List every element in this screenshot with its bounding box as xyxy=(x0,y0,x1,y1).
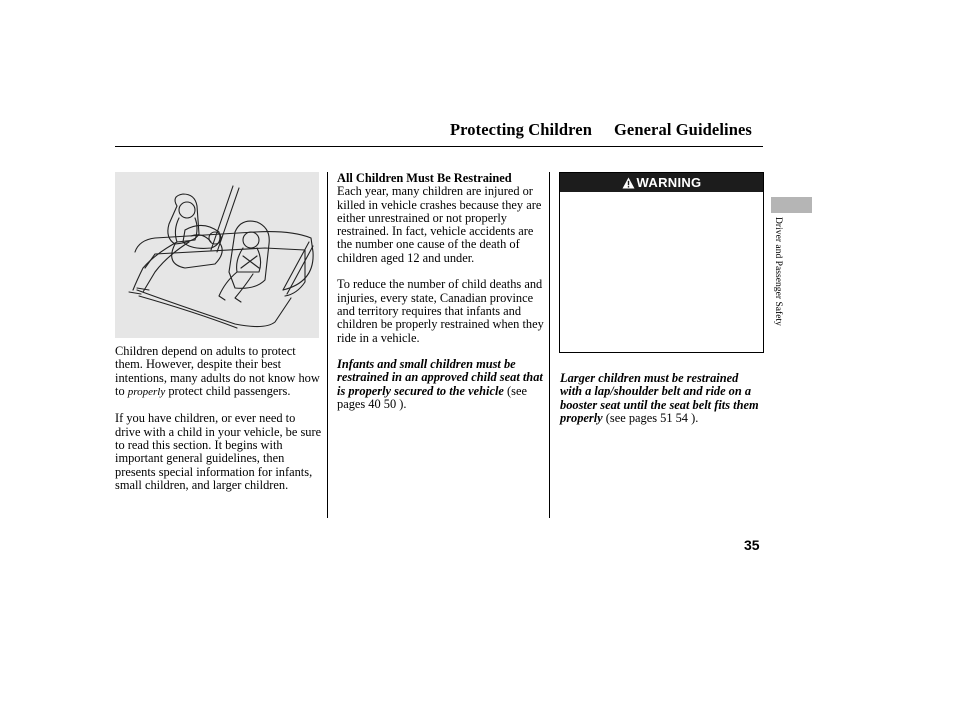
column-3-text xyxy=(560,372,763,438)
intro-emphasis: properly xyxy=(127,385,166,398)
law-paragraph: To reduce the number of child deaths and injuries, every state, Canadian province and territory requires that infants and children be properly restrained when they ride in a vehicle. xyxy=(337,277,544,345)
intro-text-start: Children depend on adults to protect them. However, despite their best intentions, many adults do not know how to xyxy=(115,344,320,398)
column-divider-1 xyxy=(327,172,328,518)
infant-restraint-emphasis: Infants and small children must be restrained in an approved child seat that is properly secured to the vehicle xyxy=(337,357,543,398)
infant-restraint-paragraph xyxy=(337,358,545,411)
section-subtitle: General Guidelines xyxy=(614,120,752,139)
section-overview-paragraph: If you have children, or ever need to drive with a child in your vehicle, be sure to read this section. It begins with important general guidelines, then presents special information for infants, small children, and larger children. xyxy=(115,411,322,492)
child-seats-illustration xyxy=(115,172,319,338)
statistics-paragraph: Each year, many children are injured or killed in vehicle crashes because they are either unrestrained or not properly restrained. In fact, vehicle accidents are the number one cause of the death of children aged 12 and under. xyxy=(337,184,542,265)
infant-page-reference[interactable]: (see pages 40 50 ). xyxy=(337,383,527,412)
intro-paragraph xyxy=(115,345,323,399)
restraint-heading: All Children Must Be Restrained xyxy=(337,171,512,185)
warning-label: WARNING xyxy=(636,175,702,190)
child-seats-drawing xyxy=(115,172,319,338)
page-number: 35 xyxy=(744,537,760,553)
larger-children-emphasis: Larger children must be restrained with a lap/shoulder belt and ride on a booster seat until the seat belt fits them properly xyxy=(560,371,759,425)
larger-children-page-reference[interactable]: (see pages 51 54 ). xyxy=(602,410,699,425)
warning-triangle-icon xyxy=(622,177,635,189)
side-tab-label: Driver and Passenger Safety xyxy=(773,217,784,326)
column-2-text xyxy=(337,172,545,425)
page-header xyxy=(450,120,752,140)
header-rule xyxy=(115,146,763,147)
column-divider-2 xyxy=(549,172,550,518)
section-side-tab[interactable] xyxy=(771,197,812,213)
intro-text-end: protect child passengers. xyxy=(165,383,291,398)
section-title: Protecting Children xyxy=(450,120,592,139)
larger-children-paragraph xyxy=(560,372,763,425)
warning-banner xyxy=(560,173,763,192)
warning-box xyxy=(559,172,764,353)
column-1-text xyxy=(115,345,323,506)
